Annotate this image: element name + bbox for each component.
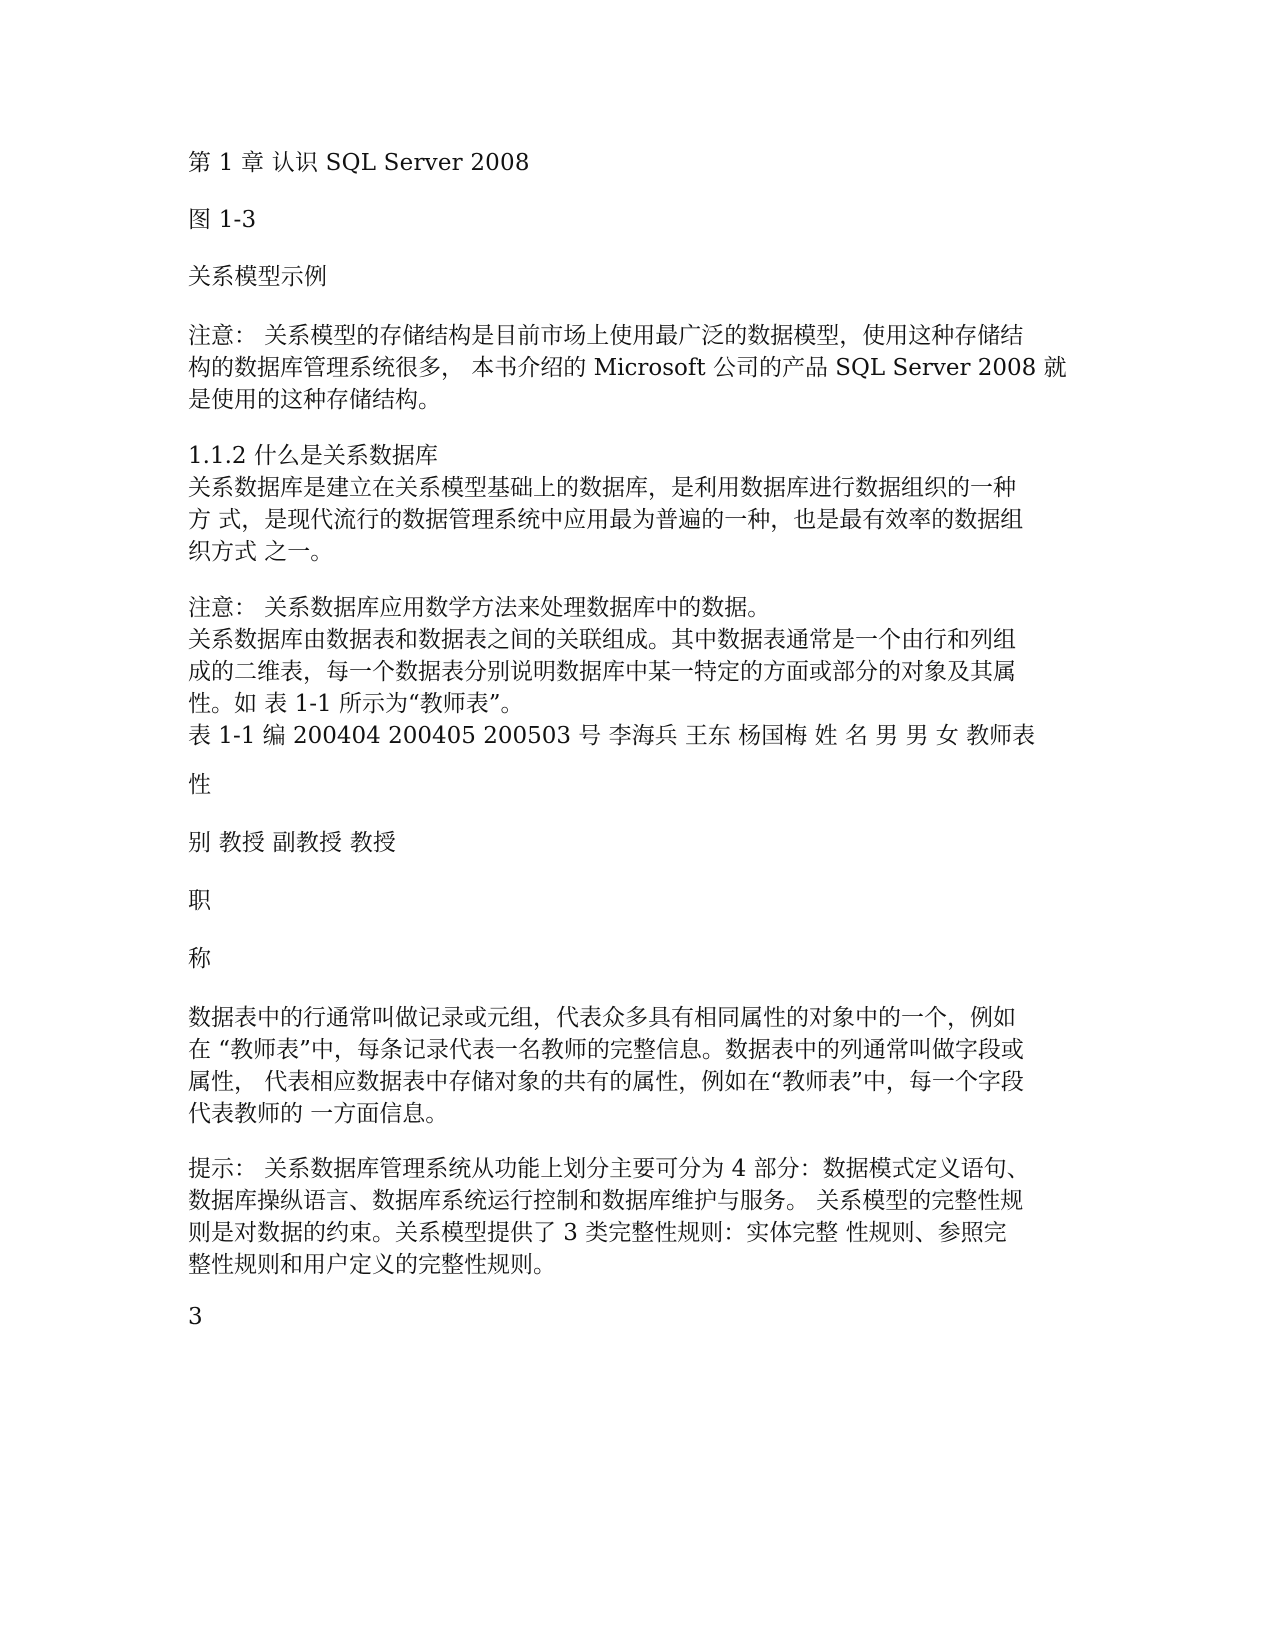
figure-number: 图 1-3: [188, 207, 257, 233]
note-line: 注意： 关系数据库应用数学方法来处理数据库中的数据。: [188, 595, 771, 621]
para-line: 属性， 代表相应数据表中存储对象的共有的属性，例如在“教师表”中，每一个字段: [188, 1069, 1024, 1095]
table-row-line: 表 1-1 编 200404 200405 200503 号 李海兵 王东 杨国梅 姓 名 男 男 女 教师表: [188, 723, 1036, 749]
tip-line: 则是对数据的约束。关系模型提供了 3 类完整性规则：实体完整 性规则、参照完: [188, 1220, 1007, 1246]
table-fragment: 称: [188, 946, 212, 972]
intro-line: 方 式，是现代流行的数据管理系统中应用最为普遍的一种，也是最有效率的数据组: [188, 507, 1024, 533]
figure-caption: 关系模型示例: [188, 264, 328, 290]
note-line: 构的数据库管理系统很多， 本书介绍的 Microsoft 公司的产品 SQL Server 2008 就: [188, 355, 1067, 381]
para-line: 成的二维表，每一个数据表分别说明数据库中某一特定的方面或部分的对象及其属: [188, 659, 1016, 685]
section-block: [188, 440, 1088, 568]
note-line: 是使用的这种存储结构。: [188, 387, 441, 413]
table-fragment: 别 教授 副教授 教授: [188, 830, 397, 856]
tip-line: 整性规则和用户定义的完整性规则。: [188, 1252, 556, 1278]
note-paragraph-1: [188, 320, 1088, 416]
para-line: 代表教师的 一方面信息。: [188, 1101, 449, 1127]
intro-line: 关系数据库是建立在关系模型基础上的数据库，是利用数据库进行数据组织的一种: [188, 475, 1016, 501]
para-line: 数据表中的行通常叫做记录或元组，代表众多具有相同属性的对象中的一个，例如: [188, 1005, 1016, 1031]
tip-line: 提示： 关系数据库管理系统从功能上划分主要可分为 4 部分：数据模式定义语句、: [188, 1156, 1030, 1182]
tip-line: 数据库操纵语言、数据库系统运行控制和数据库维护与服务。 关系模型的完整性规: [188, 1188, 1024, 1214]
page-number: 3: [188, 1304, 203, 1330]
section-heading: 1.1.2 什么是关系数据库: [188, 443, 438, 469]
paragraph-3: [188, 1002, 1088, 1130]
note-line: 注意： 关系模型的存储结构是目前市场上使用最广泛的数据模型，使用这种存储结: [188, 323, 1024, 349]
note-and-paragraph-2: [188, 592, 1088, 752]
intro-line: 织方式 之一。: [188, 539, 334, 565]
para-line: 关系数据库由数据表和数据表之间的关联组成。其中数据表通常是一个由行和列组: [188, 627, 1016, 653]
table-fragment: 性: [188, 772, 212, 798]
chapter-header: 第 1 章 认识 SQL Server 2008: [188, 150, 530, 176]
para-line: 在 “教师表”中，每条记录代表一名教师的完整信息。数据表中的列通常叫做字段或: [188, 1037, 1024, 1063]
table-fragment: 职: [188, 888, 212, 914]
tip-paragraph: [188, 1153, 1088, 1281]
para-line: 性。如 表 1-1 所示为“教师表”。: [188, 691, 524, 717]
